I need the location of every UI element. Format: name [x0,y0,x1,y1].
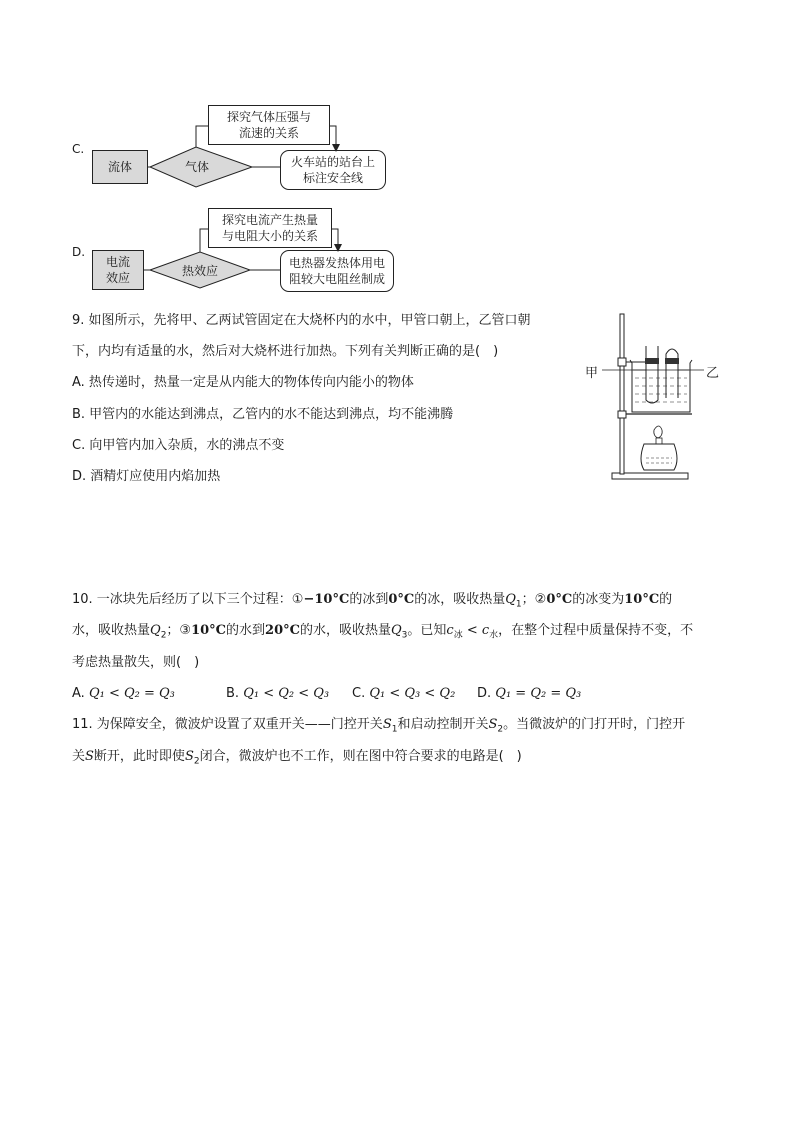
d-top-line2: 与电阻大小的关系 [221,229,318,243]
q10-temp: 10°C [191,623,227,638]
q10-symbol: c [446,623,454,638]
option-c-letter: C. [72,142,85,156]
q10-subscript: 3 [401,630,408,641]
q11-subscript: 1 [391,724,398,735]
q10-symbol: Q [150,623,161,638]
q10-text: ，在整个过程中质量保持不变，不 [498,623,694,638]
q10-text: 的 [659,592,673,607]
q10-text: 的冰到 [349,592,389,607]
option-d-letter: D. [72,245,86,259]
d-diamond-label: 热效应 [181,264,218,278]
option-letter: D. [477,686,492,701]
q10-text: 的水，吸收热量 [299,623,391,638]
q9-stem-line2: 下，内均有适量的水，然后对大烧杯进行加热。下列有关判断正确的是( ) [72,344,499,359]
q11-subscript: 2 [497,724,504,735]
d-top-line1: 探究电流产生热量 [221,213,318,227]
q11-text: 。当微波炉的门打开时，门控开 [503,717,686,732]
d-right-box [280,250,394,292]
q10-text: 的水到 [226,623,266,638]
q10-temp: −10°C [303,592,350,607]
option-letter: B. [226,686,240,701]
q10-temp: 0°C [388,592,415,607]
d-right-line1: 电热器发热体用电 [288,256,385,270]
q9-option-c: C. 向甲管内加入杂质，水的沸点不变 [72,438,285,453]
q9-option-b: B. 甲管内的水能达到沸点，乙管内的水不能达到沸点，均不能沸腾 [72,407,454,422]
c-left-box: 流体 [92,150,148,184]
q11-symbol: S [488,717,498,732]
option-expr: Q₁ < Q₂ = Q₃ [88,686,175,701]
option-expr: Q₁ < Q₃ < Q₂ [369,686,456,701]
q10-option-d [477,684,581,704]
q10-option-a [72,684,175,704]
q11-text: 闭合，微波炉也不工作，则在图中符合要求的电路是( ) [199,749,522,764]
option-letter: A. [72,686,85,701]
q10-symbol: Q [390,623,402,638]
q10-symbol: c [481,623,490,638]
q10-symbol: Q [505,592,516,607]
q10-subscript: 冰 [453,630,463,641]
c-right-line1: 火车站的站台上 [290,155,375,169]
d-left-line2: 效应 [105,271,130,285]
c-diamond-label: 气体 [184,160,209,174]
d-right-line2: 阻较大电阻丝制成 [288,272,385,286]
q10-text: 的冰，吸收热量 [414,592,506,607]
q10-option-c [352,684,455,704]
q9-option-d: D. 酒精灯应使用内焰加热 [72,469,221,484]
q10-text: 的冰变为 [572,592,625,607]
q10-text: ；② [521,592,547,607]
d-left-box [92,250,144,290]
q11-symbol: S [382,717,392,732]
q10-stem-line2 [72,621,693,646]
q10-text: 10. 一冰块先后经历了以下三个过程：① [72,592,304,607]
q10-subscript: 1 [515,599,522,610]
q10-subscript: 水 [489,630,499,641]
q10-stem-line1 [72,590,672,615]
q11-stem-line1 [72,715,685,740]
c-right-line2: 标注安全线 [302,171,363,185]
boiling-apparatus-figure [580,310,720,485]
q10-temp: 0°C [546,592,573,607]
q10-subscript: 2 [160,630,167,641]
q11-text: 11. 为保障安全，微波炉设置了双重开关——门控开关 [72,717,383,732]
q11-text: 断开，此时即使 [93,749,185,764]
q10-text: 水，吸收热量 [72,623,151,638]
label-yi: 乙 [706,366,720,381]
c-top-line1: 探究气体压强与 [226,110,311,124]
d-left-line1: 电流 [105,255,130,269]
option-letter: C. [352,686,366,701]
q10-temp: 10°C [624,592,660,607]
q10-option-b [226,684,329,704]
label-jia: 甲 [585,366,599,381]
q11-stem-line2 [72,747,522,772]
q10-text: < [462,623,482,638]
c-right-box [280,150,386,190]
c-top-line2: 流速的关系 [238,126,299,140]
q9-option-a: A. 热传递时，热量一定是从内能大的物体传向内能小的物体 [72,375,414,390]
q10-temp: 20°C [265,623,300,638]
q11-subscript: 2 [193,756,200,767]
q10-text: ；③ [166,623,192,638]
option-expr: Q₁ < Q₂ < Q₃ [243,686,330,701]
option-expr: Q₁ = Q₂ = Q₃ [495,686,582,701]
q11-symbol: S [85,749,94,764]
d-top-box [208,208,332,248]
q9-stem-line1: 9. 如图所示，先将甲、乙两试管固定在大烧杯内的水中，甲管口朝上，乙管口朝 [72,313,531,328]
c-top-box [208,105,330,145]
q11-text: 关 [72,749,86,764]
q10-text: 。已知 [407,623,447,638]
q11-text: 和启动控制开关 [397,717,489,732]
q10-stem-line3: 考虑热量散失，则( ) [72,655,200,670]
q11-symbol: S [184,749,194,764]
